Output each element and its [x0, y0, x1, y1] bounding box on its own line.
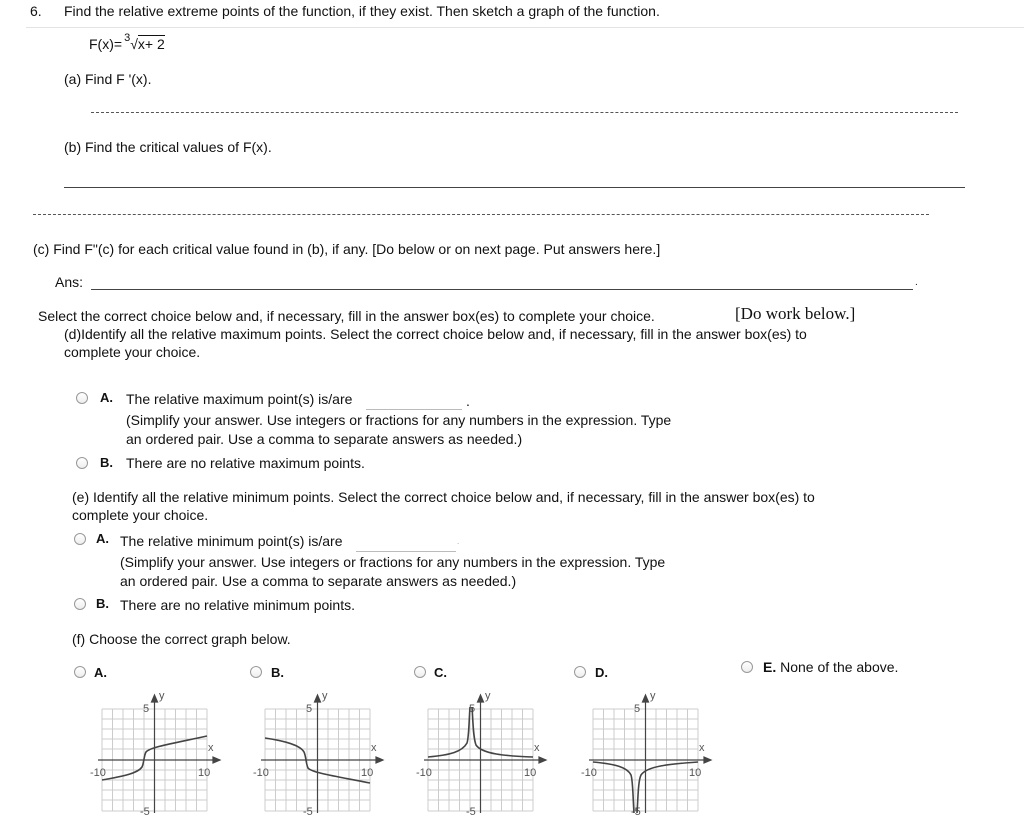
graph-a-xmin: -10 — [90, 767, 106, 779]
part-f-label: (f) Choose the correct graph below. — [72, 631, 291, 647]
work-note: [Do work below.] — [735, 304, 856, 323]
part-e-label-cont: complete your choice. — [72, 507, 209, 523]
graph-d-ylabel: y — [650, 690, 656, 702]
graph-choice-d-radio[interactable] — [574, 666, 586, 678]
part-e-choice-a-period: . — [457, 537, 460, 546]
part-d-choice-b-text: There are no relative maximum points. — [126, 455, 365, 471]
graph-c-ymin: -5 — [466, 806, 476, 818]
graph-d-plot — [575, 685, 730, 821]
graph-a-ymin: -5 — [140, 806, 150, 818]
function-lhs: F(x)= — [89, 36, 123, 52]
graph-a-xlabel: x — [208, 742, 214, 754]
graph-a-plot — [80, 685, 230, 821]
problem-number: 6. — [30, 3, 42, 19]
graph-c-ymax: 5 — [469, 703, 476, 715]
graph-d-xmin: -10 — [581, 767, 597, 779]
graph-b[interactable] — [245, 685, 395, 821]
part-c-ans-label: Ans: — [55, 274, 84, 290]
relative-min-input[interactable] — [356, 551, 456, 552]
part-e-choice-a-hint-cont: an ordered pair. Use a comma to separate answers as needed.) — [120, 573, 517, 589]
graph-d-ymin: -5 — [631, 806, 641, 818]
part-c-label: (c) Find F"(c) for each critical value found in (b), if any. [Do below or on next page. Put answers here.] — [33, 241, 661, 257]
graph-d[interactable] — [575, 685, 730, 821]
part-d-label: (d)Identify all the relative maximum points. Select the correct choice below and, if necessary, fill in the answer box(es) to — [64, 326, 807, 342]
part-e-choice-a-hint: (Simplify your answer. Use integers or fractions for any numbers in the expression. Type — [120, 554, 666, 570]
radical-icon: √ — [130, 36, 138, 52]
select-instruction: Select the correct choice below and, if necessary, fill in the answer box(es) to complete your choice. — [38, 308, 655, 324]
graph-choice-e-text: None of the above. — [780, 659, 899, 675]
graph-d-ymax: 5 — [634, 703, 641, 715]
part-d-choice-a-period: . — [466, 393, 470, 409]
part-c-answer-line[interactable] — [91, 289, 913, 290]
graph-choice-b-letter: B. — [271, 665, 284, 680]
radicand: x+ 2 — [137, 36, 165, 52]
part-a-label: (a) Find F '(x). — [64, 71, 152, 87]
graph-choice-e-radio[interactable] — [741, 661, 753, 673]
graph-c-ylabel: y — [485, 690, 491, 702]
graph-c-xmin: -10 — [416, 767, 432, 779]
graph-choice-d-letter: D. — [595, 665, 608, 680]
part-b-answer-line[interactable] — [64, 187, 965, 188]
function-expression — [89, 32, 165, 52]
header-divider — [26, 27, 1024, 28]
graph-b-xlabel: x — [371, 742, 377, 754]
graph-c-plot — [410, 685, 560, 821]
graph-b-ylabel: y — [322, 690, 328, 702]
graph-a-ylabel: y — [159, 690, 165, 702]
graph-d-xlabel: x — [699, 742, 705, 754]
problem-prompt: Find the relative extreme points of the function, if they exist. Then sketch a graph of the function. — [64, 3, 660, 19]
graph-choice-b-radio[interactable] — [250, 666, 262, 678]
part-e-label: (e) Identify all the relative minimum points. Select the correct choice below and, if necessary, fill in the answer box(es) to — [72, 489, 815, 505]
part-d-choice-a-text: The relative maximum point(s) is/are — [126, 391, 353, 407]
graph-b-xmin: -10 — [253, 767, 269, 779]
part-a-answer-line[interactable] — [91, 112, 958, 113]
part-d-choice-b-radio[interactable] — [76, 457, 88, 469]
part-d-choice-a-letter: A. — [100, 390, 113, 405]
graph-b-xmax: 10 — [361, 767, 374, 779]
part-d-choice-a-hint-cont: an ordered pair. Use a comma to separate answers as needed.) — [126, 431, 523, 447]
part-d-choice-b-letter: B. — [100, 455, 113, 470]
graph-choice-a-radio[interactable] — [74, 666, 86, 678]
graph-choice-c-letter: C. — [434, 665, 447, 680]
part-c-period: . — [915, 277, 918, 288]
graph-a-xmax: 10 — [198, 767, 211, 779]
relative-max-input[interactable] — [366, 409, 462, 410]
graph-b-ymax: 5 — [306, 703, 313, 715]
graph-b-ymin: -5 — [303, 806, 313, 818]
root-index: 3 — [124, 32, 131, 44]
part-d-choice-a-radio[interactable] — [76, 392, 88, 404]
graph-c-xmax: 10 — [524, 767, 537, 779]
part-d-label-cont: complete your choice. — [64, 344, 201, 360]
part-e-choice-b-radio[interactable] — [74, 598, 86, 610]
graph-choice-e-letter: E. — [763, 659, 777, 675]
graph-a-ymax: 5 — [143, 703, 150, 715]
part-e-choice-a-radio[interactable] — [74, 533, 86, 545]
graph-c-xlabel: x — [534, 742, 540, 754]
graph-choice-a-letter: A. — [94, 665, 107, 680]
part-b-label: (b) Find the critical values of F(x). — [64, 139, 272, 155]
section-divider — [33, 214, 929, 215]
graph-a[interactable] — [80, 685, 230, 821]
graph-c[interactable] — [410, 685, 560, 821]
graph-b-plot — [245, 685, 395, 821]
graph-choice-e-label — [763, 659, 898, 675]
part-e-choice-b-text: There are no relative minimum points. — [120, 597, 355, 613]
part-e-choice-a-letter: A. — [96, 531, 109, 546]
graph-choice-c-radio[interactable] — [414, 666, 426, 678]
graph-d-xmax: 10 — [689, 767, 702, 779]
part-d-choice-a-hint: (Simplify your answer. Use integers or fractions for any numbers in the expression. Type — [126, 412, 672, 428]
part-e-choice-b-letter: B. — [96, 596, 109, 611]
part-e-choice-a-text: The relative minimum point(s) is/are — [120, 533, 343, 549]
